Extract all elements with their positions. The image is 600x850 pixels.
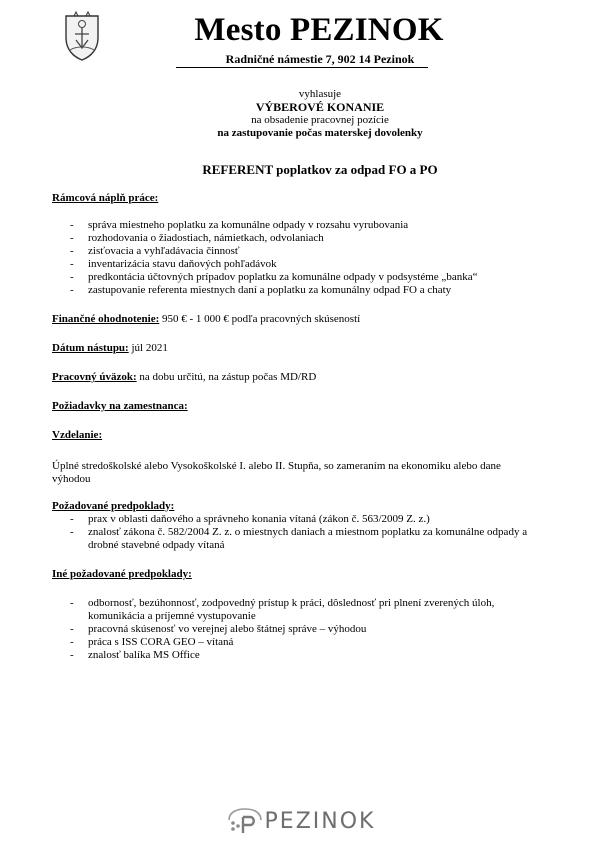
required-heading: Požadované predpoklady: (52, 500, 175, 512)
duties-list (52, 219, 542, 297)
list-item: - prax v oblasti daňového a správneho konania vítaná (zákon č. 563/2009 Z. z.) (52, 513, 542, 526)
announcement-line-2: na zastupovanie počas materskej dovolenky (217, 127, 423, 139)
announcement-block (0, 88, 600, 140)
announcement-line-1: na obsadenie pracovnej pozície (251, 114, 389, 126)
list-item: - predkontácia účtovných prípadov poplatku za komunálne odpady v podsystéme „banka“ (52, 271, 542, 284)
duties-heading: Rámcová náplň práce: (52, 192, 159, 204)
workload-value: na dobu určitú, na zástup počas MD/RD (136, 371, 317, 383)
header-divider (176, 67, 428, 68)
list-item: - práca s ISS CORA GEO – vítaná (52, 636, 542, 649)
document-body (52, 192, 542, 662)
other-list (52, 597, 542, 662)
town-address: Radničné námestie 7, 902 14 Pezinok (225, 52, 415, 66)
footer-logo (200, 806, 400, 836)
list-item: - správa miestneho poplatku za komunálne odpady v rozsahu vyrubovania (52, 219, 542, 232)
list-item: - znalosť balíka MS Office (52, 649, 542, 662)
list-item: - rozhodovania o žiadostiach, námietkach, odvolaniach (52, 232, 542, 245)
education-text: Úplné stredoškolské alebo Vysokoškolské I. alebo II. Stupňa, so zameraním na ekonomiku alebo dane výhodou (52, 460, 501, 485)
requirements-heading: Požiadavky na zamestnanca: (52, 400, 188, 412)
announcement-intro: vyhlasuje (298, 88, 342, 100)
list-item: - pracovná skúsenosť vo verejnej alebo štátnej správe – výhodou (52, 623, 542, 636)
list-item: - inventarizácia stavu daňových pohľadávok (52, 258, 542, 271)
workload-label: Pracovný úväzok: (52, 371, 137, 383)
salary-value: 950 € - 1 000 € podľa pracovných skúseností (159, 313, 361, 325)
start-date-line (52, 342, 542, 355)
salary-line (52, 313, 542, 326)
other-heading: Iné požadované predpoklady: (52, 568, 192, 580)
pezinok-logo-icon (225, 808, 265, 834)
salary-label: Finančné ohodnotenie: (52, 313, 160, 325)
start-date-value: júl 2021 (128, 342, 168, 354)
list-item: - zastupovanie referenta miestnych daní a poplatku za komunálny odpad FO a chaty (52, 284, 542, 297)
position-title: REFERENT poplatkov za odpad FO a PO (202, 162, 438, 177)
list-item: - odbornosť, bezúhonnosť, zodpovedný prístup k práci, dôslednosť pri plnení zverených úloh, komunikácia a príjemné vystupovanie (52, 597, 542, 623)
list-item: - znalosť zákona č. 582/2004 Z. z. o miestnych daniach a miestnom poplatku za komunálne odpady a drobné stavebné odpady vítaná (52, 526, 542, 552)
town-title: Mesto PEZINOK (194, 12, 444, 48)
education-heading: Vzdelanie: (52, 429, 103, 441)
announcement-title: VÝBEROVÉ KONANIE (255, 100, 385, 114)
footer-logo-text: PEZINOK (264, 808, 376, 834)
start-date-label: Dátum nástupu: (52, 342, 129, 354)
workload-line (52, 371, 542, 384)
required-list (52, 513, 542, 552)
list-item: - zisťovacia a vyhľadávacia činnosť (52, 245, 542, 258)
